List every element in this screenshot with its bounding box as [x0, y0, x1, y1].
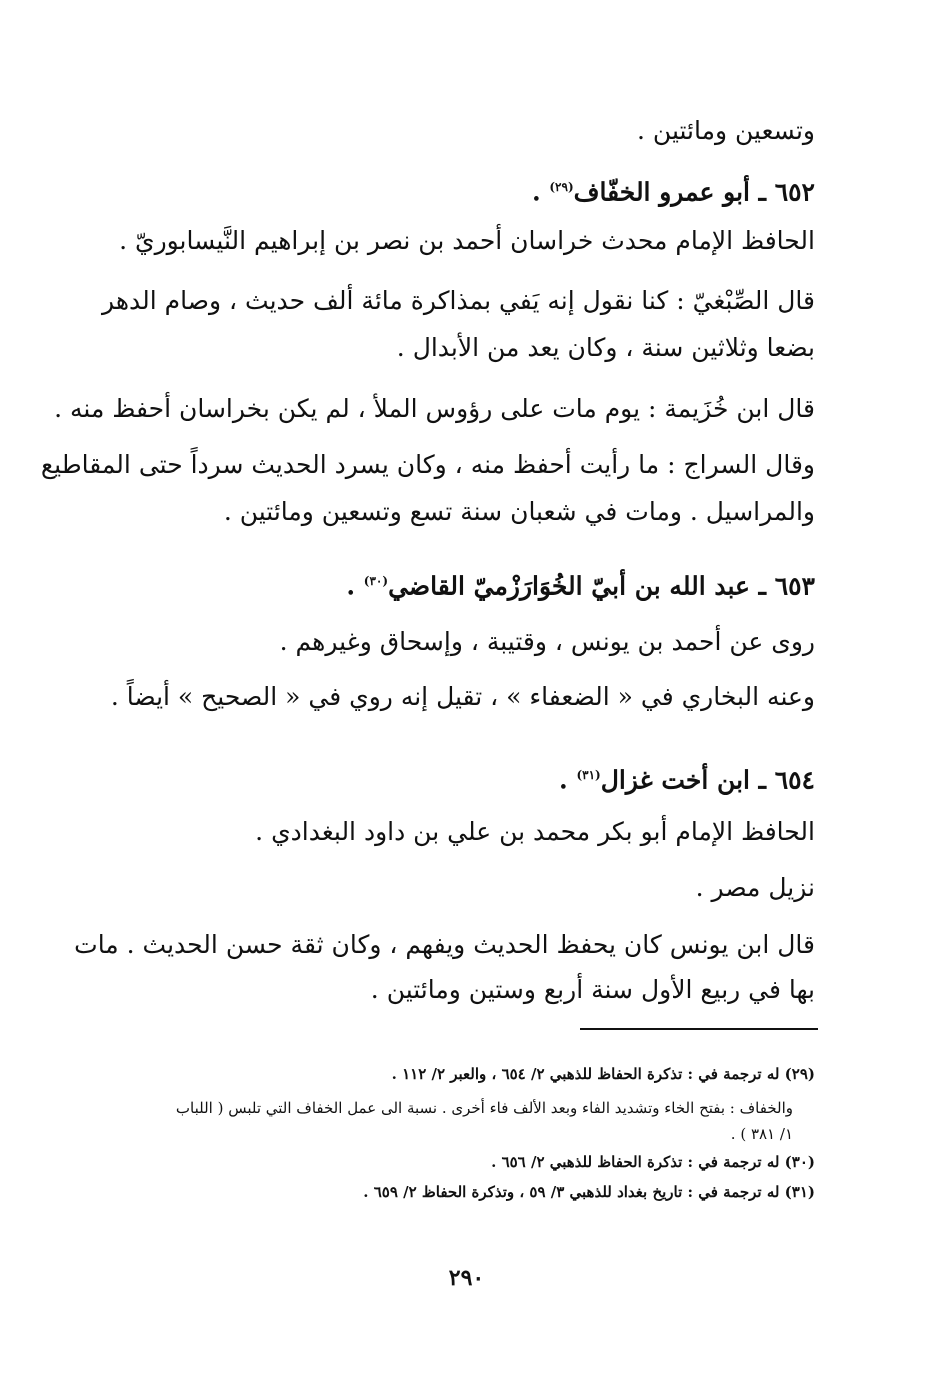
- entry-heading-654: [110, 760, 815, 795]
- entry-heading-text: ٦٥٤ ـ ابن أخت غزال: [600, 765, 815, 795]
- footnote-30: (٣٠) له ترجمة في : تذكرة الحفاظ للذهبي ٢/ ٦٥٦ .: [491, 1153, 815, 1171]
- text-line: بضعا وثلاثين سنة ، وكان يعد من الأبدال .: [396, 333, 815, 362]
- text-line: وعنه البخاري في « الضعفاء » ، تقيل إنه روي في « الصحيح » أيضاً .: [110, 682, 815, 711]
- text-line: وتسعين ومائتين .: [637, 116, 815, 145]
- text-line: الحافظ الإمام محدث خراسان أحمد بن نصر بن إبراهيم النَّيسابوريّ .: [119, 226, 815, 255]
- heading-period: .: [346, 571, 364, 601]
- footnote-31: (٣١) له ترجمة في : تاريخ بغداد للذهبي ٣/ ٥٩ ، وتذكرة الحفاظ ٢/ ٦٥٩ .: [363, 1183, 815, 1201]
- entry-heading-text: ٦٥٣ ـ عبد الله بن أبيّ الخُوَارَزْميّ القاضي: [388, 571, 815, 601]
- text-line: قال ابن خُزَيمة : يوم مات على رؤوس الملأ ، لم يكن بخراسان أحفظ منه .: [54, 394, 815, 423]
- footnote-ref-29: (٢٩): [549, 180, 574, 194]
- footnote-29-note: والخفاف : بفتح الخاء وتشديد الفاء وبعد الألف فاء أخرى . نسبة الى عمل الخفاف التي تلبس ( اللباب: [175, 1099, 793, 1117]
- text-line: والمراسيل . ومات في شعبان سنة تسع وتسعين ومائتين .: [223, 497, 815, 526]
- text-line: قال ابن يونس كان يحفظ الحديث ويفهم ، وكان ثقة حسن الحديث . مات: [74, 930, 815, 959]
- footnote-29: (٢٩) له ترجمة في : تذكرة الحفاظ للذهبي ٢/ ٦٥٤ ، والعبر ٢/ ١١٢ .: [391, 1065, 815, 1083]
- text-line: وقال السراج : ما رأيت أحفظ منه ، وكان يسرد الحديث سرداً حتى المقاطيع: [40, 450, 815, 479]
- text-line: قال الصِّبْغيّ : كنا نقول إنه يَفي بمذاكرة مائة ألف حديث ، وصام الدهر: [102, 286, 815, 315]
- footnote-separator: [580, 1028, 818, 1030]
- heading-period: .: [559, 765, 577, 795]
- text-line: الحافظ الإمام أبو بكر محمد بن علي بن داود البغدادي .: [255, 817, 815, 846]
- entry-heading-text: ٦٥٢ ـ أبو عمرو الخفّاف: [573, 177, 815, 207]
- entry-heading-653: [110, 566, 815, 601]
- text-line: روى عن أحمد بن يونس ، وقتيبة ، وإسحاق وغيرهم .: [279, 627, 815, 656]
- heading-period: .: [531, 177, 550, 207]
- entry-heading-652: [110, 172, 815, 207]
- page-number: ٢٩٠: [448, 1265, 485, 1291]
- footnote-ref-30: (٣٠): [363, 574, 389, 588]
- text-line: بها في ربيع الأول سنة أربع وستين ومائتين .: [370, 975, 815, 1004]
- footnote-29-note-cont: ١/ ٣٨١ ) .: [730, 1125, 793, 1143]
- footnote-ref-31: (٣١): [576, 768, 601, 782]
- text-line: نزيل مصر .: [695, 873, 815, 902]
